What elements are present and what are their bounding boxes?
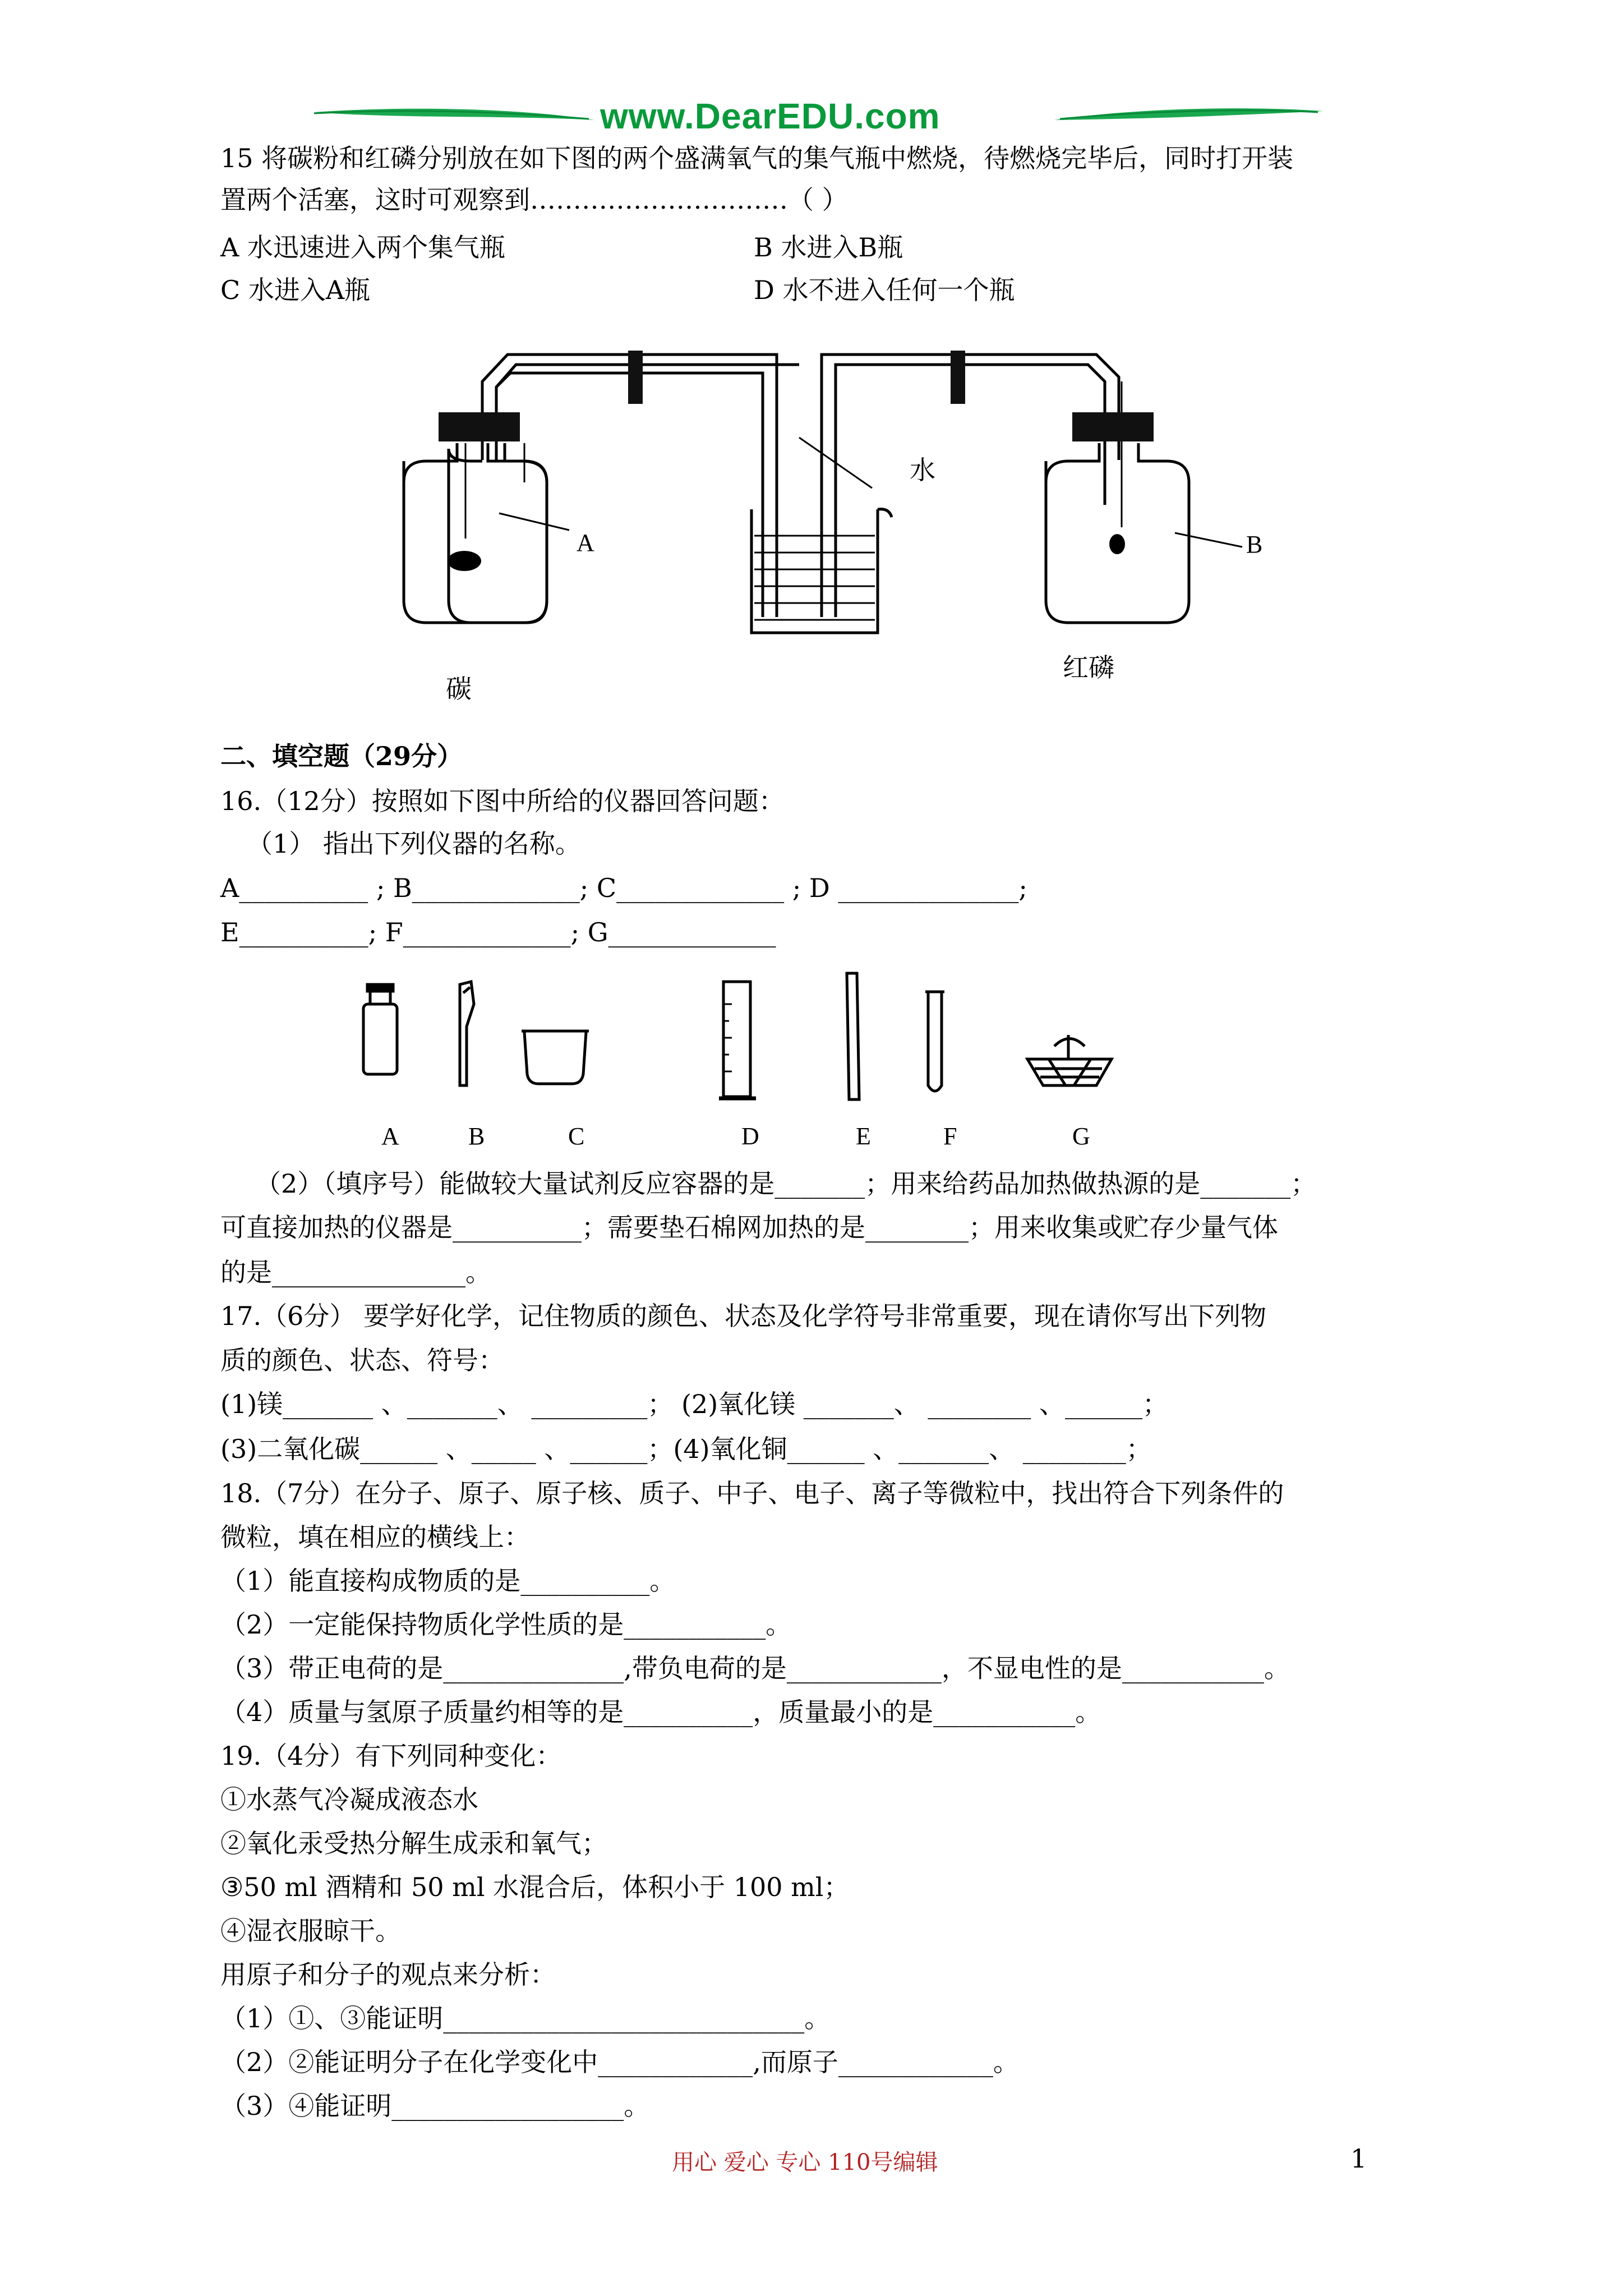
q17-line1: 17.（6分） 要学好化学，记住物质的颜色、状态及化学符号非常重要，现在请你写出下列物 <box>220 1301 1267 1331</box>
q19-lead: 用原子和分子的观点来分析： <box>220 1959 556 1990</box>
q16-title: 16.（12分）按照如下图中所给的仪器回答问题： <box>220 786 785 816</box>
instrument-label-c: C <box>568 1122 585 1150</box>
q15-option-c: C 水进入A瓶 <box>220 275 371 305</box>
q19-change2: ②氧化汞受热分解生成汞和氧气； <box>220 1828 607 1858</box>
q19-change3: ③50 ml 酒精和 50 ml 水混合后，体积小于 100 ml； <box>220 1872 850 1902</box>
q16-names-row2: E__________; F_____________; G_____________ <box>220 917 776 947</box>
q18-line1: 18.（7分）在分子、原子、原子核、质子、中子、电子、离子等微粒中，找出符合下列条件的 <box>220 1478 1284 1508</box>
instrument-b-icon <box>460 982 474 1085</box>
instrument-label-g: G <box>1072 1122 1090 1150</box>
q15-line2: 置两个活塞，这时可观察到…………………………（ ） <box>220 185 848 215</box>
q19-change1: ①水蒸气冷凝成液态水 <box>220 1784 478 1815</box>
instrument-a-icon <box>363 984 397 1074</box>
q19-answer3: （3）④能证明__________________。 <box>220 2091 650 2121</box>
site-brand[interactable]: www.DearEDU.com <box>600 96 940 136</box>
q19-answer1: （1）①、③能证明____________________________。 <box>220 2003 831 2033</box>
q18-item2: （2）一定能保持物质化学性质的是___________。 <box>220 1609 792 1640</box>
label-bottle-a: A <box>577 529 594 556</box>
instrument-f-icon <box>925 992 944 1091</box>
q16-names-row1: A__________ ; B_____________; C_____________ ; D ______________; <box>220 873 1027 903</box>
instrument-label-e: E <box>856 1122 871 1150</box>
page-number: 1 <box>1350 2143 1367 2174</box>
label-bottle-b: B <box>1246 531 1263 558</box>
q16-sub2-line2: 可直接加热的仪器是__________；需要垫石棉网加热的是________；用来收集或贮存少量气体 <box>220 1212 1278 1243</box>
q19-title: 19.（4分）有下列同种变化： <box>220 1741 562 1771</box>
instrument-label-b: B <box>468 1122 485 1150</box>
q18-item1: （1）能直接构成物质的是__________。 <box>220 1566 676 1596</box>
q15-line1: 15 将碳粉和红磷分别放在如下图的两个盛满氧气的集气瓶中燃烧，待燃烧完毕后，同时打开装 <box>220 143 1294 173</box>
q15-option-a: A 水迅速进入两个集气瓶 <box>220 232 505 263</box>
caption-red-phosphorus: 红磷 <box>1063 652 1114 683</box>
footer-text: 用心 爱心 专心 110号编辑 <box>672 2150 938 2175</box>
q18-item4: （4）质量与氢原子质量约相等的是__________，质量最小的是___________。 <box>220 1697 1101 1727</box>
q19-change4: ④湿衣服晾干。 <box>220 1916 401 1946</box>
instrument-label-f: F <box>943 1122 957 1150</box>
q16-sub2-line3: 的是_______________。 <box>220 1257 491 1287</box>
instrument-label-a: A <box>381 1122 399 1150</box>
label-water: 水 <box>910 455 935 485</box>
q19-answer2: （2）②能证明分子在化学变化中____________,而原子____________。 <box>220 2047 1019 2077</box>
q18-line2: 微粒，填在相应的横线上： <box>220 1522 530 1552</box>
instrument-d-icon <box>719 982 756 1098</box>
q16-sub1: （1） 指出下列仪器的名称。 <box>247 829 581 859</box>
instrument-e-icon <box>847 973 859 1099</box>
section-title-fill-in: 二、填空题（29分） <box>220 741 463 771</box>
q18-item3: （3）带正电荷的是______________,带负电荷的是____________，不显电性的是___________。 <box>220 1653 1290 1683</box>
q15-option-b: B 水进入B瓶 <box>754 232 903 263</box>
q16-sub2-line1: （2）（填序号）能做较大量试剂反应容器的是_______；用来给药品加热做热源的是_______； <box>255 1168 1317 1199</box>
instrument-label-d: D <box>741 1122 759 1150</box>
q17-line3: (1)镁_______ 、_______、 _________； (2)氧化镁 _______、 ________ 、______； <box>220 1389 1169 1419</box>
q17-line4: (3)二氧化碳______ 、_____ 、______；(4)氧化铜______ 、_______、 ________； <box>220 1434 1152 1464</box>
caption-carbon: 碳 <box>446 674 472 704</box>
instrument-g-icon <box>1027 1035 1112 1085</box>
q15-option-d: D 水不进入任何一个瓶 <box>754 275 1015 305</box>
q17-line2: 质的颜色、状态、符号： <box>220 1345 504 1375</box>
instrument-c-icon <box>522 1031 589 1084</box>
